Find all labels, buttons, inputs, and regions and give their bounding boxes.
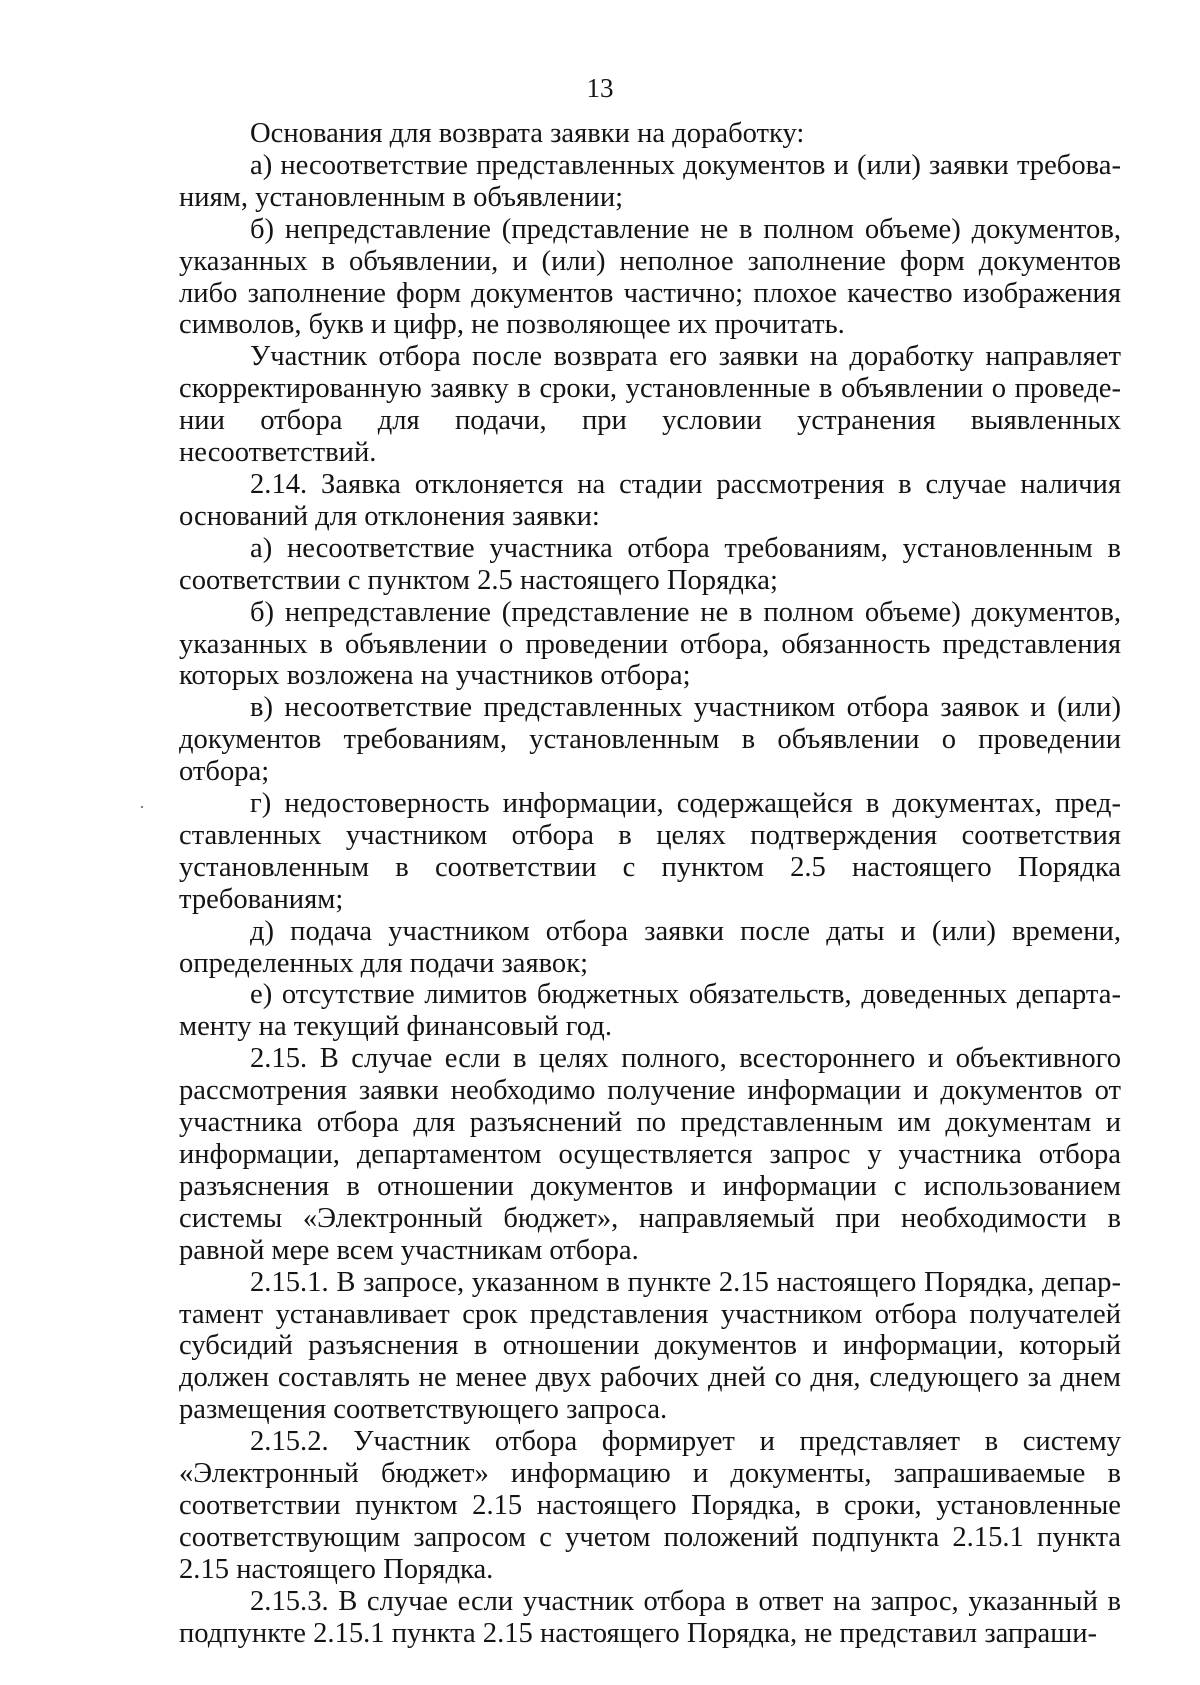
paragraph-2-15-2: 2.15.2. Участник отбора формирует и представляет в систему «Электронный бюджет» информацию и документы, запрашиваемые в соответствии пунктом 2.15 настоящего Порядка, в сроки, установленные соответствующим запросом с учетом положений подпункта 2.15.1 пункта 2.15 настоящего Порядка. <box>179 1426 1121 1585</box>
paragraph-rejection-item-g: г) недостоверность информации, содержащейся в документах, представленных участником отбора в целях подтверждения соответствия установленным в соответствии с пунктом 2.5 настоящего Порядка требованиям; <box>179 788 1121 915</box>
paragraph-return-grounds-heading: Основания для возврата заявки на доработку: <box>250 118 805 149</box>
paragraph-2-15: 2.15. В случае если в целях полного, всестороннего и объективного рассмотрения заявки необходимо получение информации и документов от участника отбора для разъяснений по представленным им документам и информации, департаментом осуществляется запрос у участника отбора разъяснения в отношении документов и информации с использованием системы «Электронный бюджет», направляемый при необходимости в равной мере всем участникам отбора. <box>179 1043 1121 1266</box>
scan-artifact-dot <box>141 806 143 808</box>
paragraph-rejection-item-v: в) несоответствие представленных участником отбора заявок и (или) документов требованиям, установленным в объявлении о проведении отбора; <box>179 692 1121 788</box>
paragraph-return-item-b: б) непредставление (представление не в полном объеме) документов, указанных в объявлении, и (или) неполное заполнение форм документов либо заполнение форм документов частично; плохое качество изображения символов, букв и цифр, не позволяющее их прочитать. <box>179 213 1121 341</box>
paragraph-return-item-a: а) несоответствие представленных документов и (или) заявки требованиям, установленным в объявлении; <box>179 149 1121 213</box>
paragraph-2-15-1: 2.15.1. В запросе, указанном в пункте 2.15 настоящего Порядка, департамент устанавливает срок представления участником отбора получателей субсидий разъяснения в отношении документов и информации, который должен составлять не менее двух рабочих дней со дня, следующего за днем размещения соответствующего запроса. <box>179 1266 1121 1426</box>
paragraph-rejection-item-e: е) отсутствие лимитов бюджетных обязательств, доведенных департаменту на текущий финансовый год. <box>179 979 1121 1043</box>
document-body <box>179 118 1121 1650</box>
page-number: 13 <box>586 73 614 103</box>
paragraph-resubmission: Участник отбора после возврата его заявки на доработку направляет скорректированную заявку в сроки, установленные в объявлении о проведении отбора для подачи, при условии устранения выявленных несоответствий. <box>179 341 1121 469</box>
paragraph-rejection-item-d: д) подача участником отбора заявки после даты и (или) времени, определенных для подачи заявок; <box>179 915 1121 979</box>
paragraph-rejection-item-b: б) непредставление (представление не в полном объеме) документов, указанных в объявлении о проведении отбора, обязанность представления которых возложена на участников отбора; <box>179 596 1121 692</box>
paragraph-2-15-3: 2.15.3. В случае если участник отбора в ответ на запрос, указанный в подпункте 2.15.1 пункта 2.15 настоящего Порядка, не представил запраши- <box>179 1585 1121 1649</box>
paragraph-rejection-item-a: а) несоответствие участника отбора требованиям, установленным в соответствии с пунктом 2.5 настоящего Порядка; <box>179 532 1121 596</box>
paragraph-2-14: 2.14. Заявка отклоняется на стадии рассмотрения в случае наличия оснований для отклонения заявки: <box>179 468 1121 532</box>
